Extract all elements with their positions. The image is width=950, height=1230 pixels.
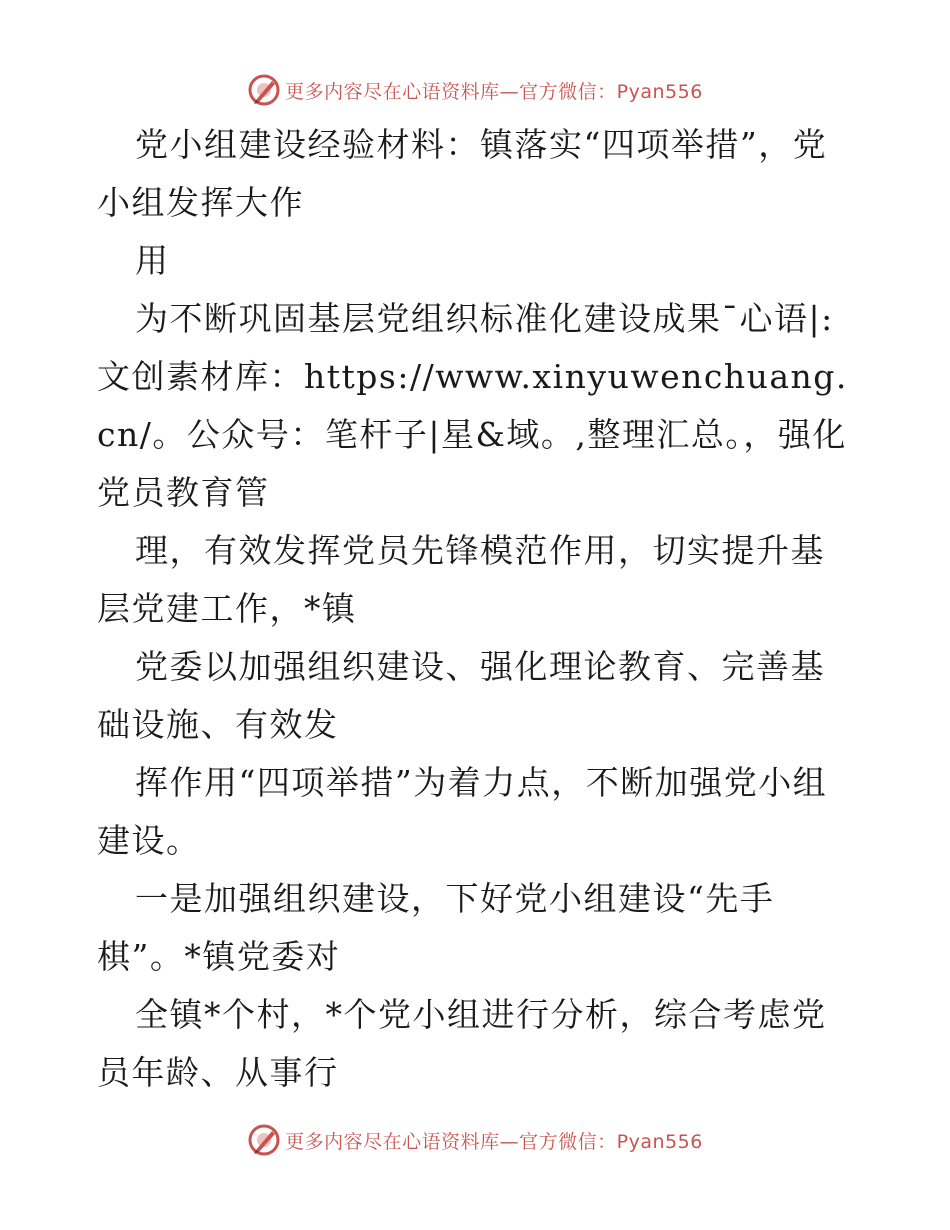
paragraph: 一是加强组织建设，下好党小组建设“先手棋”。*镇党委对 — [97, 879, 775, 976]
paragraph: 理，有效发挥党员先锋模范作用，切实提升基层党建工作，*镇 — [97, 531, 825, 628]
header-watermark — [0, 70, 950, 110]
paragraph: 全镇*个村，*个党小组进行分析，综合考虑党员年龄、从事行 — [97, 995, 827, 1092]
paragraph: 为不断巩固基层党组织标准化建设成果¯心语|:文创素材库：https://www.xinyuwenchuang.cn/。公众号：笔杆子|星&域。,整理汇总。，强化党员教育管 — [97, 299, 848, 512]
paragraph: 挥作用“四项举措”为着力点，不断加强党小组建设。 — [97, 763, 828, 860]
document-body — [97, 116, 857, 1102]
quill-seal-icon — [247, 1123, 281, 1157]
paragraph: 党小组建设经验材料：镇落实“四项举措”，党小组发挥大作 — [97, 125, 828, 222]
footer-watermark — [0, 1120, 950, 1160]
quill-seal-icon — [247, 73, 281, 107]
paragraph: 党委以加强组织建设、强化理论教育、完善基础设施、有效发 — [97, 647, 825, 744]
paragraph: 用 — [135, 241, 170, 280]
watermark-text: 更多内容尽在心语资料库—官方微信：Pyan556 — [285, 80, 703, 103]
watermark-text: 更多内容尽在心语资料库—官方微信：Pyan556 — [285, 1130, 703, 1153]
